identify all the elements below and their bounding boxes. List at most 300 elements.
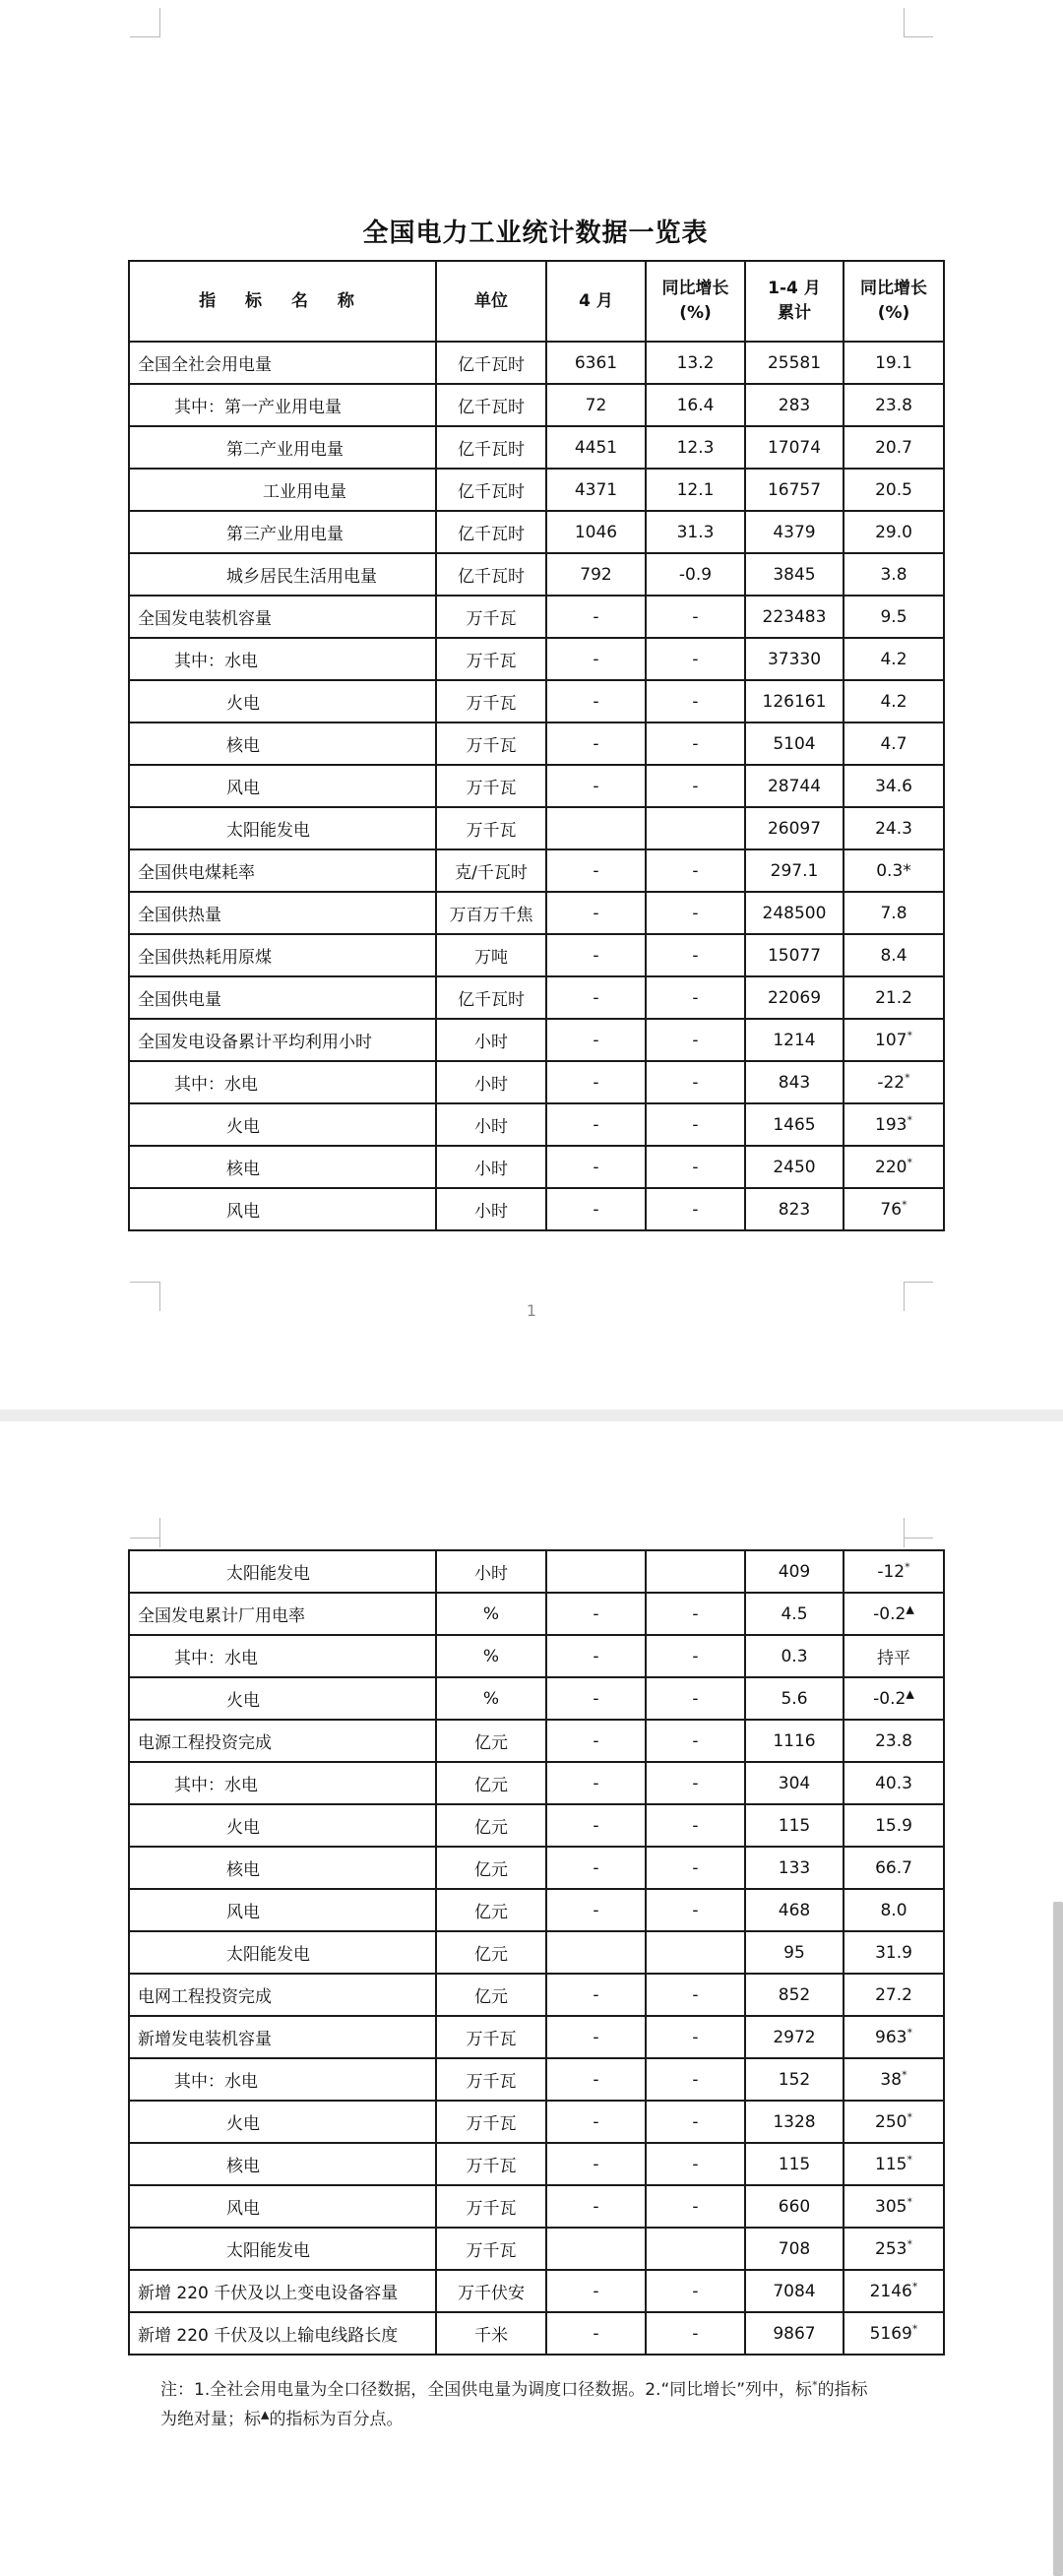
row-cumulative-cell: 660 bbox=[745, 2185, 844, 2228]
row-month-cell: - bbox=[546, 2058, 646, 2101]
footnote-mark: * bbox=[905, 1559, 910, 1573]
row-yoy-cell: - bbox=[646, 934, 745, 976]
row-month-cell: 4371 bbox=[546, 469, 646, 511]
row-cumulative-cell: 1116 bbox=[745, 1720, 844, 1762]
row-name-cell: 第二产业用电量 bbox=[129, 426, 436, 469]
row-month-cell: - bbox=[546, 1593, 646, 1635]
table-row bbox=[129, 1593, 944, 1635]
row-unit-cell: 亿千瓦时 bbox=[436, 426, 546, 469]
row-cum-yoy-cell: 15.9 bbox=[844, 1804, 944, 1847]
row-yoy-cell: - bbox=[646, 1677, 745, 1720]
row-month-cell: - bbox=[546, 1677, 646, 1720]
table-row bbox=[129, 1889, 944, 1931]
row-month-cell: 6361 bbox=[546, 342, 646, 384]
crop-mark bbox=[904, 36, 933, 37]
row-unit-cell: 亿元 bbox=[436, 1762, 546, 1804]
row-unit-cell: 亿元 bbox=[436, 1720, 546, 1762]
crop-mark bbox=[130, 1282, 159, 1283]
row-cumulative-cell: 852 bbox=[745, 1974, 844, 2016]
row-unit-cell: 亿元 bbox=[436, 1804, 546, 1847]
row-name-cell: 全国全社会用电量 bbox=[129, 342, 436, 384]
row-name-cell: 风电 bbox=[129, 2185, 436, 2228]
crop-mark bbox=[130, 36, 159, 37]
row-yoy-cell: 12.1 bbox=[646, 469, 745, 511]
row-cumulative-cell: 9867 bbox=[745, 2312, 844, 2355]
table-row bbox=[129, 892, 944, 934]
crop-mark bbox=[904, 1282, 933, 1283]
row-unit-cell: 亿元 bbox=[436, 1974, 546, 2016]
row-name-cell: 新增发电装机容量 bbox=[129, 2016, 436, 2058]
row-yoy-cell: - bbox=[646, 1635, 745, 1677]
row-cum-yoy-cell: 220* bbox=[844, 1146, 944, 1188]
row-name-cell: 火电 bbox=[129, 680, 436, 723]
row-yoy-cell: - bbox=[646, 1188, 745, 1230]
table-row bbox=[129, 1847, 944, 1889]
row-cum-yoy-cell: 24.3 bbox=[844, 807, 944, 849]
row-name-cell: 火电 bbox=[129, 1677, 436, 1720]
table-row bbox=[129, 1720, 944, 1762]
table-row bbox=[129, 1635, 944, 1677]
footnote-mark: * bbox=[907, 2025, 912, 2039]
row-yoy-cell: - bbox=[646, 638, 745, 680]
row-name-cell: 火电 bbox=[129, 1103, 436, 1146]
row-cum-yoy-cell: 5169* bbox=[844, 2312, 944, 2355]
row-name-cell: 全国发电累计厂用电率 bbox=[129, 1593, 436, 1635]
row-unit-cell: 亿千瓦时 bbox=[436, 976, 546, 1019]
footnote: 注：1.全社会用电量为全口径数据，全国供电量为调度口径数据。2.“同比增长”列中，标*的指标 为绝对量；标▲的指标为百分点。 bbox=[160, 2378, 868, 2429]
row-cumulative-cell: 28744 bbox=[745, 765, 844, 807]
row-name-cell: 第三产业用电量 bbox=[129, 511, 436, 553]
row-name-cell: 太阳能发电 bbox=[129, 807, 436, 849]
crop-mark bbox=[904, 1538, 933, 1539]
row-yoy-cell bbox=[646, 807, 745, 849]
header-name: 指 标 名 称 bbox=[129, 261, 436, 342]
footnote-mark: * bbox=[907, 2194, 912, 2208]
row-yoy-cell: - bbox=[646, 1593, 745, 1635]
row-month-cell: 1046 bbox=[546, 511, 646, 553]
row-cum-yoy-cell: 66.7 bbox=[844, 1847, 944, 1889]
scrollbar-thumb[interactable] bbox=[1053, 1902, 1063, 2576]
row-cumulative-cell: 16757 bbox=[745, 469, 844, 511]
footnote-mark: * bbox=[907, 2236, 912, 2250]
row-name-cell: 太阳能发电 bbox=[129, 2228, 436, 2270]
footnote-mark: * bbox=[907, 1028, 912, 1041]
row-cum-yoy-cell: 253* bbox=[844, 2228, 944, 2270]
row-cumulative-cell: 15077 bbox=[745, 934, 844, 976]
row-yoy-cell: 16.4 bbox=[646, 384, 745, 426]
table-row bbox=[129, 2016, 944, 2058]
row-unit-cell: 万千瓦 bbox=[436, 2143, 546, 2185]
row-month-cell: - bbox=[546, 2016, 646, 2058]
document-page-2 bbox=[0, 1421, 1063, 2576]
row-month-cell bbox=[546, 1550, 646, 1593]
stats-table-page1 bbox=[128, 260, 945, 1231]
row-unit-cell: 万千瓦 bbox=[436, 638, 546, 680]
row-cum-yoy-cell: 27.2 bbox=[844, 1974, 944, 2016]
stats-table-page2 bbox=[128, 1549, 945, 2356]
row-month-cell bbox=[546, 2228, 646, 2270]
row-unit-cell: 万千伏安 bbox=[436, 2270, 546, 2312]
row-cumulative-cell: 304 bbox=[745, 1762, 844, 1804]
row-name-cell: 全国发电装机容量 bbox=[129, 596, 436, 638]
row-name-cell: 太阳能发电 bbox=[129, 1931, 436, 1974]
row-name-cell: 工业用电量 bbox=[129, 469, 436, 511]
row-month-cell: - bbox=[546, 680, 646, 723]
table-row bbox=[129, 765, 944, 807]
row-unit-cell: 万百万千焦 bbox=[436, 892, 546, 934]
row-month-cell: - bbox=[546, 1635, 646, 1677]
table-row bbox=[129, 342, 944, 384]
row-unit-cell: 亿千瓦时 bbox=[436, 342, 546, 384]
row-cumulative-cell: 409 bbox=[745, 1550, 844, 1593]
crop-mark bbox=[130, 1538, 159, 1539]
row-yoy-cell: - bbox=[646, 2101, 745, 2143]
row-cumulative-cell: 1328 bbox=[745, 2101, 844, 2143]
row-yoy-cell: - bbox=[646, 1146, 745, 1188]
table-row bbox=[129, 1974, 944, 2016]
row-cumulative-cell: 708 bbox=[745, 2228, 844, 2270]
footnote-mark: * bbox=[907, 2109, 912, 2123]
row-cumulative-cell: 133 bbox=[745, 1847, 844, 1889]
row-cumulative-cell: 2972 bbox=[745, 2016, 844, 2058]
page-title: 全国电力工业统计数据一览表 bbox=[362, 219, 709, 248]
table-row bbox=[129, 1019, 944, 1061]
row-cum-yoy-cell: 4.2 bbox=[844, 680, 944, 723]
row-cum-yoy-cell: 7.8 bbox=[844, 892, 944, 934]
row-yoy-cell: - bbox=[646, 1103, 745, 1146]
row-cum-yoy-cell: 23.8 bbox=[844, 384, 944, 426]
row-month-cell: - bbox=[546, 1720, 646, 1762]
row-cumulative-cell: 95 bbox=[745, 1931, 844, 1974]
row-cum-yoy-cell: 8.0 bbox=[844, 1889, 944, 1931]
row-cum-yoy-cell: 20.7 bbox=[844, 426, 944, 469]
table-row bbox=[129, 1146, 944, 1188]
row-cum-yoy-cell: -0.2▲ bbox=[844, 1593, 944, 1635]
row-yoy-cell: - bbox=[646, 1804, 745, 1847]
table-row bbox=[129, 1762, 944, 1804]
row-unit-cell: 亿元 bbox=[436, 1889, 546, 1931]
row-cumulative-cell: 823 bbox=[745, 1188, 844, 1230]
row-cum-yoy-cell: 19.1 bbox=[844, 342, 944, 384]
row-yoy-cell: - bbox=[646, 1762, 745, 1804]
table-row bbox=[129, 807, 944, 849]
table-row bbox=[129, 1804, 944, 1847]
row-month-cell: - bbox=[546, 2143, 646, 2185]
row-cum-yoy-cell: 9.5 bbox=[844, 596, 944, 638]
footnote-mark: * bbox=[907, 1155, 912, 1168]
row-cumulative-cell: 152 bbox=[745, 2058, 844, 2101]
row-unit-cell: 万千瓦 bbox=[436, 765, 546, 807]
row-unit-cell: 万千瓦 bbox=[436, 680, 546, 723]
row-name-cell: 风电 bbox=[129, 1188, 436, 1230]
row-month-cell: - bbox=[546, 1188, 646, 1230]
row-yoy-cell: - bbox=[646, 680, 745, 723]
row-name-cell: 太阳能发电 bbox=[129, 1550, 436, 1593]
table-row bbox=[129, 2228, 944, 2270]
header-cumulative: 1-4 月 累计 bbox=[745, 261, 844, 342]
row-yoy-cell: - bbox=[646, 2143, 745, 2185]
row-cumulative-cell: 248500 bbox=[745, 892, 844, 934]
row-month-cell: - bbox=[546, 892, 646, 934]
row-cumulative-cell: 4379 bbox=[745, 511, 844, 553]
table-row bbox=[129, 2101, 944, 2143]
row-yoy-cell bbox=[646, 1931, 745, 1974]
row-name-cell: 其中：第一产业用电量 bbox=[129, 384, 436, 426]
table-row bbox=[129, 1931, 944, 1974]
row-cum-yoy-cell: 31.9 bbox=[844, 1931, 944, 1974]
row-yoy-cell: 31.3 bbox=[646, 511, 745, 553]
table-row bbox=[129, 469, 944, 511]
table-header-row bbox=[129, 261, 944, 342]
row-yoy-cell bbox=[646, 1550, 745, 1593]
row-unit-cell: 亿千瓦时 bbox=[436, 384, 546, 426]
crop-mark bbox=[159, 1518, 160, 1547]
row-unit-cell: % bbox=[436, 1635, 546, 1677]
row-yoy-cell: - bbox=[646, 2016, 745, 2058]
row-cumulative-cell: 115 bbox=[745, 2143, 844, 2185]
row-unit-cell: 亿千瓦时 bbox=[436, 511, 546, 553]
row-unit-cell: 小时 bbox=[436, 1103, 546, 1146]
row-name-cell: 其中：水电 bbox=[129, 1635, 436, 1677]
row-cum-yoy-cell: 8.4 bbox=[844, 934, 944, 976]
row-month-cell: - bbox=[546, 1762, 646, 1804]
table-row bbox=[129, 2058, 944, 2101]
row-name-cell: 其中：水电 bbox=[129, 1061, 436, 1103]
row-cum-yoy-cell: 40.3 bbox=[844, 1762, 944, 1804]
row-cum-yoy-cell: 34.6 bbox=[844, 765, 944, 807]
footnote-mark: * bbox=[907, 2152, 912, 2166]
row-name-cell: 风电 bbox=[129, 1889, 436, 1931]
footnote-mark: * bbox=[911, 2321, 918, 2335]
row-cum-yoy-cell: 4.7 bbox=[844, 723, 944, 765]
row-month-cell: - bbox=[546, 723, 646, 765]
row-cum-yoy-cell: 21.2 bbox=[844, 976, 944, 1019]
row-cum-yoy-cell: -0.2▲ bbox=[844, 1677, 944, 1720]
row-month-cell: - bbox=[546, 1103, 646, 1146]
row-cumulative-cell: 297.1 bbox=[745, 849, 844, 892]
row-month-cell: - bbox=[546, 2270, 646, 2312]
row-cumulative-cell: 115 bbox=[745, 1804, 844, 1847]
row-month-cell: - bbox=[546, 1889, 646, 1931]
row-yoy-cell: - bbox=[646, 1889, 745, 1931]
row-cumulative-cell: 7084 bbox=[745, 2270, 844, 2312]
row-unit-cell: 亿元 bbox=[436, 1847, 546, 1889]
row-cumulative-cell: 1465 bbox=[745, 1103, 844, 1146]
row-name-cell: 其中：水电 bbox=[129, 1762, 436, 1804]
row-month-cell: - bbox=[546, 1146, 646, 1188]
row-cum-yoy-cell: 0.3* bbox=[844, 849, 944, 892]
table-row bbox=[129, 2185, 944, 2228]
footnote-mark: * bbox=[911, 2279, 918, 2293]
table-row bbox=[129, 934, 944, 976]
row-cumulative-cell: 4.5 bbox=[745, 1593, 844, 1635]
row-cum-yoy-cell: -22* bbox=[844, 1061, 944, 1103]
row-name-cell: 全国供热量 bbox=[129, 892, 436, 934]
row-cum-yoy-cell: 2146* bbox=[844, 2270, 944, 2312]
row-unit-cell: 亿千瓦时 bbox=[436, 469, 546, 511]
row-yoy-cell: - bbox=[646, 723, 745, 765]
row-yoy-cell: - bbox=[646, 2185, 745, 2228]
table-row bbox=[129, 723, 944, 765]
row-name-cell: 电源工程投资完成 bbox=[129, 1720, 436, 1762]
row-cumulative-cell: 3845 bbox=[745, 553, 844, 596]
row-month-cell: - bbox=[546, 1974, 646, 2016]
footnote-mark: ▲ bbox=[906, 1602, 914, 1615]
row-cumulative-cell: 37330 bbox=[745, 638, 844, 680]
row-name-cell: 风电 bbox=[129, 765, 436, 807]
row-unit-cell: 亿元 bbox=[436, 1931, 546, 1974]
row-month-cell bbox=[546, 807, 646, 849]
table-row bbox=[129, 680, 944, 723]
row-cum-yoy-cell: 持平 bbox=[844, 1635, 944, 1677]
row-cumulative-cell: 25581 bbox=[745, 342, 844, 384]
row-yoy-cell: - bbox=[646, 765, 745, 807]
row-name-cell: 核电 bbox=[129, 2143, 436, 2185]
row-unit-cell: 万千瓦 bbox=[436, 723, 546, 765]
row-yoy-cell: - bbox=[646, 849, 745, 892]
row-unit-cell: 小时 bbox=[436, 1188, 546, 1230]
row-month-cell: - bbox=[546, 934, 646, 976]
row-cumulative-cell: 223483 bbox=[745, 596, 844, 638]
row-name-cell: 核电 bbox=[129, 723, 436, 765]
row-cum-yoy-cell: -12* bbox=[844, 1550, 944, 1593]
row-unit-cell: % bbox=[436, 1677, 546, 1720]
row-yoy-cell: -0.9 bbox=[646, 553, 745, 596]
crop-mark bbox=[159, 8, 160, 37]
table-row bbox=[129, 849, 944, 892]
row-month-cell: - bbox=[546, 2101, 646, 2143]
row-cum-yoy-cell: 193* bbox=[844, 1103, 944, 1146]
row-cumulative-cell: 1214 bbox=[745, 1019, 844, 1061]
table-row bbox=[129, 553, 944, 596]
row-unit-cell: 克/千瓦时 bbox=[436, 849, 546, 892]
row-month-cell: - bbox=[546, 1019, 646, 1061]
row-cum-yoy-cell: 305* bbox=[844, 2185, 944, 2228]
table-row bbox=[129, 1677, 944, 1720]
row-cumulative-cell: 468 bbox=[745, 1889, 844, 1931]
row-unit-cell: 小时 bbox=[436, 1146, 546, 1188]
row-cum-yoy-cell: 29.0 bbox=[844, 511, 944, 553]
table-row bbox=[129, 2270, 944, 2312]
row-month-cell: - bbox=[546, 2185, 646, 2228]
row-yoy-cell: - bbox=[646, 1847, 745, 1889]
row-unit-cell: 万千瓦 bbox=[436, 807, 546, 849]
row-unit-cell: 万千瓦 bbox=[436, 2185, 546, 2228]
row-yoy-cell: - bbox=[646, 892, 745, 934]
row-month-cell: - bbox=[546, 765, 646, 807]
row-unit-cell: 亿千瓦时 bbox=[436, 553, 546, 596]
row-cum-yoy-cell: 23.8 bbox=[844, 1720, 944, 1762]
row-month-cell: - bbox=[546, 2312, 646, 2355]
row-month-cell bbox=[546, 1931, 646, 1974]
row-unit-cell: 万千瓦 bbox=[436, 596, 546, 638]
row-cum-yoy-cell: 3.8 bbox=[844, 553, 944, 596]
row-name-cell: 全国供电量 bbox=[129, 976, 436, 1019]
row-month-cell: - bbox=[546, 1061, 646, 1103]
row-month-cell: 792 bbox=[546, 553, 646, 596]
row-cumulative-cell: 26097 bbox=[745, 807, 844, 849]
row-cumulative-cell: 17074 bbox=[745, 426, 844, 469]
row-name-cell: 核电 bbox=[129, 1146, 436, 1188]
row-cum-yoy-cell: 963* bbox=[844, 2016, 944, 2058]
footnote-mark: * bbox=[905, 1070, 910, 1084]
row-name-cell: 其中：水电 bbox=[129, 2058, 436, 2101]
row-unit-cell: 万千瓦 bbox=[436, 2228, 546, 2270]
row-yoy-cell: 12.3 bbox=[646, 426, 745, 469]
table-row bbox=[129, 596, 944, 638]
table-row bbox=[129, 1103, 944, 1146]
row-unit-cell: % bbox=[436, 1593, 546, 1635]
row-unit-cell: 万千瓦 bbox=[436, 2058, 546, 2101]
table-row bbox=[129, 976, 944, 1019]
row-yoy-cell: - bbox=[646, 1061, 745, 1103]
row-cumulative-cell: 283 bbox=[745, 384, 844, 426]
table-row bbox=[129, 1061, 944, 1103]
row-yoy-cell: - bbox=[646, 2312, 745, 2355]
table-row bbox=[129, 638, 944, 680]
row-unit-cell: 万千瓦 bbox=[436, 2101, 546, 2143]
row-unit-cell: 万千瓦 bbox=[436, 2016, 546, 2058]
row-cumulative-cell: 5.6 bbox=[745, 1677, 844, 1720]
row-yoy-cell: - bbox=[646, 1019, 745, 1061]
table-row bbox=[129, 2143, 944, 2185]
row-month-cell: - bbox=[546, 638, 646, 680]
row-unit-cell: 千米 bbox=[436, 2312, 546, 2355]
table-row bbox=[129, 426, 944, 469]
scrollbar[interactable] bbox=[1051, 0, 1063, 2576]
row-month-cell: - bbox=[546, 976, 646, 1019]
row-cum-yoy-cell: 107* bbox=[844, 1019, 944, 1061]
crop-mark bbox=[904, 1518, 905, 1547]
table-row bbox=[129, 2312, 944, 2355]
row-unit-cell: 小时 bbox=[436, 1061, 546, 1103]
row-cumulative-cell: 5104 bbox=[745, 723, 844, 765]
row-cum-yoy-cell: 38* bbox=[844, 2058, 944, 2101]
table-row bbox=[129, 1188, 944, 1230]
header-unit: 单位 bbox=[436, 261, 546, 342]
row-unit-cell: 小时 bbox=[436, 1550, 546, 1593]
row-yoy-cell: - bbox=[646, 1974, 745, 2016]
footnote-mark: * bbox=[902, 2067, 907, 2081]
row-name-cell: 城乡居民生活用电量 bbox=[129, 553, 436, 596]
row-cumulative-cell: 2450 bbox=[745, 1146, 844, 1188]
row-yoy-cell: - bbox=[646, 596, 745, 638]
row-month-cell: - bbox=[546, 596, 646, 638]
row-month-cell: - bbox=[546, 1847, 646, 1889]
row-yoy-cell: 13.2 bbox=[646, 342, 745, 384]
row-month-cell: 4451 bbox=[546, 426, 646, 469]
row-name-cell: 新增 220 千伏及以上输电线路长度 bbox=[129, 2312, 436, 2355]
row-cum-yoy-cell: 20.5 bbox=[844, 469, 944, 511]
row-name-cell: 火电 bbox=[129, 1804, 436, 1847]
row-name-cell: 全国供热耗用原煤 bbox=[129, 934, 436, 976]
row-cumulative-cell: 126161 bbox=[745, 680, 844, 723]
page-number: 1 bbox=[526, 1301, 537, 1320]
row-yoy-cell: - bbox=[646, 976, 745, 1019]
row-name-cell: 全国供电煤耗率 bbox=[129, 849, 436, 892]
footnote-mark: * bbox=[902, 1197, 907, 1211]
row-cumulative-cell: 22069 bbox=[745, 976, 844, 1019]
header-yoy: 同比增长 (%) bbox=[646, 261, 745, 342]
row-cum-yoy-cell: 4.2 bbox=[844, 638, 944, 680]
row-name-cell: 火电 bbox=[129, 2101, 436, 2143]
header-cum-yoy: 同比增长 (%) bbox=[844, 261, 944, 342]
table-row bbox=[129, 1550, 944, 1593]
footnote-mark: ▲ bbox=[906, 1686, 914, 1700]
row-name-cell: 核电 bbox=[129, 1847, 436, 1889]
row-cum-yoy-cell: 76* bbox=[844, 1188, 944, 1230]
row-name-cell: 新增 220 千伏及以上变电设备容量 bbox=[129, 2270, 436, 2312]
